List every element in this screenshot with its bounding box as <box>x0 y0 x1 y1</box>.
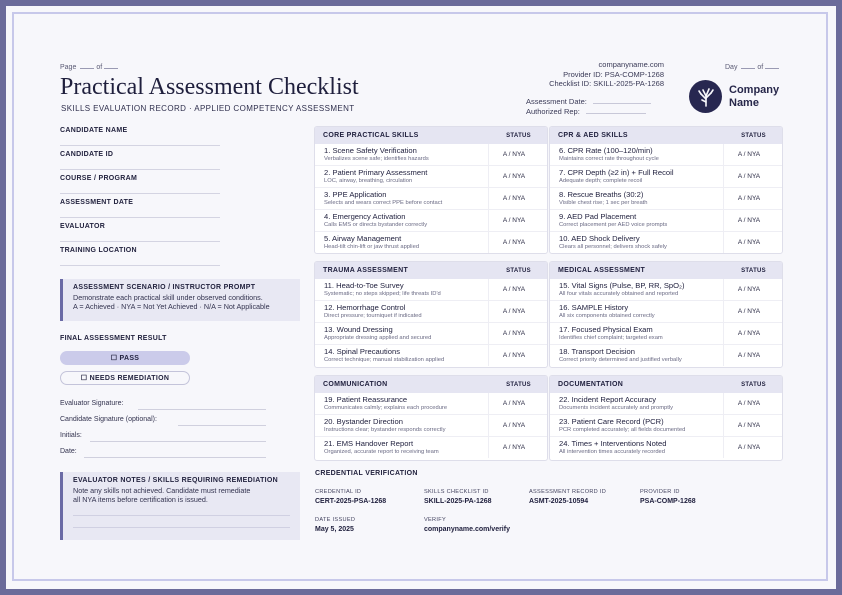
status-divider <box>723 210 724 231</box>
evaluator-signature-line[interactable] <box>138 409 266 410</box>
skill-name: 16. SAMPLE History <box>559 303 629 312</box>
skill-name: 23. Patient Care Record (PCR) <box>559 417 664 426</box>
status-divider <box>723 415 724 436</box>
notes-line1: Note any skills not achieved. Candidate must remediate <box>73 486 251 495</box>
skill-name: 7. CPR Depth (≥2 in) + Full Recoil <box>559 168 674 177</box>
skill-row <box>550 345 782 366</box>
status-divider <box>488 323 489 344</box>
field-line <box>60 169 220 170</box>
skill-name: 3. PPE Application <box>324 190 387 199</box>
card-core-practical-skills <box>314 126 548 254</box>
page-number-blank <box>80 61 94 69</box>
card-trauma-assessment <box>314 261 548 368</box>
skill-name: 8. Rescue Breaths (30:2) <box>559 190 644 199</box>
company-name-line2: Name <box>729 96 759 109</box>
date-label: Date: <box>60 448 77 455</box>
status-value[interactable]: A / NYA <box>502 444 526 451</box>
course-program-field[interactable] <box>60 175 220 194</box>
date-issued-block <box>315 517 355 533</box>
skill-row <box>550 210 782 232</box>
skill-row <box>550 393 782 415</box>
document-page <box>6 6 836 589</box>
skill-name: 22. Incident Report Accuracy <box>559 395 657 404</box>
verify-block <box>424 517 510 533</box>
field-label: TRAINING LOCATION <box>60 247 137 254</box>
field-label: CANDIDATE NAME <box>60 127 128 134</box>
skill-name: 14. Spinal Precautions <box>324 347 400 356</box>
status-value[interactable]: A / NYA <box>737 308 761 315</box>
card-title: CPR & AED SKILLS <box>558 132 628 139</box>
skill-desc: PCR completed accurately; all fields documented <box>559 427 686 433</box>
scenario-line2: A = Achieved · NYA = Not Yet Achieved · N/A = Not Applicable <box>73 302 270 311</box>
status-value[interactable]: A / NYA <box>737 400 761 407</box>
credential-value: CERT-2025-PSA-1268 <box>315 498 387 505</box>
status-divider <box>723 323 724 344</box>
skill-desc: Maintains correct rate throughout cycle <box>559 156 659 162</box>
skill-row <box>550 301 782 323</box>
skill-name: 19. Patient Reassurance <box>324 395 408 404</box>
skill-desc: All six components obtained correctly <box>559 313 655 319</box>
status-value[interactable]: A / NYA <box>737 286 761 293</box>
credential-heading: CREDENTIAL VERIFICATION <box>315 470 418 477</box>
skill-desc: Correct technique; manual stabilization applied <box>324 357 445 363</box>
card-title: DOCUMENTATION <box>558 381 624 388</box>
status-value[interactable]: A / NYA <box>502 239 526 246</box>
status-value[interactable]: A / NYA <box>737 195 761 202</box>
card-title: TRAUMA ASSESSMENT <box>323 267 409 274</box>
skill-name: 24. Times + Interventions Noted <box>559 439 667 448</box>
day-of-label: of <box>757 64 764 71</box>
pass-checkbox[interactable]: ☐ PASS <box>60 351 190 365</box>
page-counter <box>60 61 120 71</box>
skill-name: 21. EMS Handover Report <box>324 439 414 448</box>
credential-label: VERIFY <box>424 517 447 523</box>
status-value[interactable]: A / NYA <box>737 444 761 451</box>
skill-row <box>315 323 547 345</box>
skill-row <box>315 345 547 366</box>
day-label: Day <box>725 64 738 71</box>
candidate-signature-line[interactable] <box>178 425 266 426</box>
assessment-date-field[interactable] <box>593 95 651 104</box>
status-value[interactable]: A / NYA <box>737 422 761 429</box>
credential-value: May 5, 2025 <box>315 526 354 533</box>
status-divider <box>488 345 489 366</box>
final-result-heading: FINAL ASSESSMENT RESULT <box>60 335 167 342</box>
skill-desc: Appropriate dressing applied and secured <box>324 335 432 341</box>
skill-row <box>315 166 547 188</box>
status-value[interactable]: A / NYA <box>737 173 761 180</box>
status-value[interactable]: A / NYA <box>737 239 761 246</box>
skill-row <box>315 437 547 458</box>
scenario-heading: ASSESSMENT SCENARIO / INSTRUCTOR PROMPT <box>73 284 256 291</box>
credential-label: CREDENTIAL ID <box>315 489 362 495</box>
assessment-date-label: Assessment Date: <box>526 97 587 106</box>
skill-name: 12. Hemorrhage Control <box>324 303 406 312</box>
scenario-box <box>60 279 300 321</box>
skill-desc: All intervention times accurately recorded <box>559 449 666 455</box>
credential-value: PSA-COMP-1268 <box>640 498 696 505</box>
day-number-blank <box>741 61 755 69</box>
status-value[interactable]: A / NYA <box>502 173 526 180</box>
skill-name: 10. AED Shock Delivery <box>559 234 640 243</box>
credential-label: DATE ISSUED <box>315 517 356 523</box>
verify-link[interactable]: companyname.com/verify <box>424 526 510 533</box>
authorized-rep-field[interactable] <box>586 105 646 114</box>
status-divider <box>488 144 489 165</box>
credential-label: PROVIDER ID <box>640 489 680 495</box>
notes-line-a <box>73 515 290 516</box>
skill-name: 17. Focused Physical Exam <box>559 325 653 334</box>
skill-name: 13. Wound Dressing <box>324 325 393 334</box>
status-divider <box>488 166 489 187</box>
status-divider <box>723 345 724 366</box>
skill-desc: Clears all personnel; delivers shock safely <box>559 244 667 250</box>
card-header <box>315 262 547 279</box>
status-divider <box>488 210 489 231</box>
scenario-line1: Demonstrate each practical skill under observed conditions. <box>73 293 263 302</box>
card-header <box>550 127 782 144</box>
skill-name: 18. Transport Decision <box>559 347 635 356</box>
skill-row <box>550 279 782 301</box>
company-name <box>729 84 779 110</box>
credential-value: ASMT-2025-10594 <box>529 498 589 505</box>
skill-desc: Adequate depth; complete recoil <box>559 178 643 184</box>
status-header: STATUS <box>506 381 531 388</box>
card-title: COMMUNICATION <box>323 381 388 388</box>
needs-remediation-checkbox[interactable]: ☐ NEEDS REMEDIATION <box>60 371 190 385</box>
card-title: CORE PRACTICAL SKILLS <box>323 132 419 139</box>
authorized-rep-line <box>526 105 676 117</box>
status-divider <box>488 415 489 436</box>
field-line <box>60 145 220 146</box>
status-value[interactable]: A / NYA <box>737 330 761 337</box>
status-divider <box>723 144 724 165</box>
status-divider <box>488 279 489 300</box>
card-header <box>550 262 782 279</box>
skill-row <box>315 232 547 253</box>
company-name-line1: Company <box>729 83 780 96</box>
provider-id-text: Provider ID: PSA-COMP-1268 <box>563 69 664 79</box>
skill-row <box>550 144 782 166</box>
status-divider <box>723 232 724 253</box>
card-cpr-aed-skills <box>549 126 783 254</box>
status-value[interactable]: A / NYA <box>502 352 526 359</box>
date-line[interactable] <box>84 457 266 458</box>
notes-line-b <box>73 527 290 528</box>
evaluator-field[interactable] <box>60 223 220 242</box>
skill-row <box>315 210 547 232</box>
scenario-text <box>73 293 290 311</box>
skill-name: 11. Head-to-Toe Survey <box>324 281 404 290</box>
skill-name: 4. Emergency Activation <box>324 212 406 221</box>
page-label: Page <box>60 64 77 71</box>
day-counter <box>725 61 781 71</box>
skill-desc: Selects and wears correct PPE before contact <box>324 200 443 206</box>
card-header <box>315 376 547 393</box>
skill-row <box>315 279 547 301</box>
skill-desc: Documents incident accurately and promptly <box>559 405 674 411</box>
skill-name: 6. CPR Rate (100–120/min) <box>559 146 653 155</box>
skill-row <box>550 188 782 210</box>
status-divider <box>723 437 724 458</box>
field-line <box>60 217 220 218</box>
skill-desc: Correct priority determined and justified verbally <box>559 357 682 363</box>
status-value[interactable]: A / NYA <box>502 217 526 224</box>
skill-desc: Visible chest rise; 1 sec per breath <box>559 200 648 206</box>
card-title: MEDICAL ASSESSMENT <box>558 267 646 274</box>
initials-line[interactable] <box>90 441 266 442</box>
skill-row <box>315 188 547 210</box>
status-divider <box>723 166 724 187</box>
skill-row <box>315 415 547 437</box>
company-logo <box>689 80 779 113</box>
credential-id-block <box>315 489 386 505</box>
status-value[interactable]: A / NYA <box>502 308 526 315</box>
skill-row <box>315 393 547 415</box>
skill-row <box>315 301 547 323</box>
status-divider <box>488 393 489 414</box>
status-header: STATUS <box>741 132 766 139</box>
provider-info <box>484 60 664 89</box>
skill-desc: Calls EMS or directs bystander correctly <box>324 222 428 228</box>
notes-text <box>73 486 290 504</box>
assessment-record-block <box>529 489 606 505</box>
status-header: STATUS <box>506 132 531 139</box>
status-value[interactable]: A / NYA <box>502 330 526 337</box>
page-of-label: of <box>96 64 103 71</box>
skill-desc: Correct placement per AED voice prompts <box>559 222 668 228</box>
status-divider <box>723 279 724 300</box>
field-label: COURSE / PROGRAM <box>60 175 138 182</box>
page-title: Practical Assessment Checklist <box>60 74 359 100</box>
status-divider <box>488 188 489 209</box>
status-value[interactable]: A / NYA <box>737 151 761 158</box>
card-header <box>315 127 547 144</box>
status-divider <box>723 393 724 414</box>
skill-desc: Verbalizes scene safe; identifies hazards <box>324 156 429 162</box>
skill-desc: Direct pressure; tourniquet if indicated <box>324 313 422 319</box>
status-header: STATUS <box>741 267 766 274</box>
skill-name: 15. Vital Signs (Pulse, BP, RR, SpO₂) <box>559 281 685 290</box>
page-subtitle: SKILLS EVALUATION RECORD · APPLIED COMPETENCY ASSESSMENT <box>61 104 355 113</box>
field-label: CANDIDATE ID <box>60 151 114 158</box>
status-value[interactable]: A / NYA <box>502 195 526 202</box>
notes-heading: EVALUATOR NOTES / SKILLS REQUIRING REMEDIATION <box>73 477 279 484</box>
status-divider <box>488 232 489 253</box>
authorized-rep-label: Authorized Rep: <box>526 107 580 116</box>
card-documentation <box>549 375 783 461</box>
skill-name: 20. Bystander Direction <box>324 417 403 426</box>
provider-id-block <box>640 489 696 505</box>
skill-desc: LOC, airway, breathing, circulation <box>324 178 413 184</box>
skill-desc: Identifies chief complaint; targeted exam <box>559 335 663 341</box>
status-divider <box>723 188 724 209</box>
skill-desc: Communicates calmly; explains each procedure <box>324 405 448 411</box>
status-divider <box>488 301 489 322</box>
skill-name: 1. Scene Safety Verification <box>324 146 417 155</box>
card-communication <box>314 375 548 461</box>
skill-name: 5. Airway Management <box>324 234 402 243</box>
skill-row <box>550 232 782 253</box>
candidate-name-field[interactable] <box>60 127 220 146</box>
skill-desc: All four vitals accurately obtained and reported <box>559 291 679 297</box>
checklist-id-text: Checklist ID: SKILL-2025-PA-1268 <box>549 79 664 88</box>
field-line <box>60 265 220 266</box>
candidate-signature-label: Candidate Signature (optional): <box>60 416 157 423</box>
status-value[interactable]: A / NYA <box>502 400 526 407</box>
skill-desc: Instructions clear; bystander responds correctly <box>324 427 446 433</box>
status-value[interactable]: A / NYA <box>502 422 526 429</box>
checklist-id-block <box>424 489 492 505</box>
page-total-blank <box>104 61 118 69</box>
evaluator-notes-box[interactable] <box>60 472 300 540</box>
skill-row <box>550 415 782 437</box>
status-header: STATUS <box>741 381 766 388</box>
evaluator-signature-label: Evaluator Signature: <box>60 400 124 407</box>
card-medical-assessment <box>549 261 783 368</box>
skill-desc: Head-tilt chin-lift or jaw thrust applied <box>324 244 420 250</box>
skill-row <box>550 323 782 345</box>
field-line <box>60 193 220 194</box>
status-value[interactable]: A / NYA <box>502 151 526 158</box>
status-divider <box>488 437 489 458</box>
field-label: ASSESSMENT DATE <box>60 199 134 206</box>
skill-desc: Organized, accurate report to receiving team <box>324 449 439 455</box>
website-text: companyname.com <box>598 60 664 69</box>
skill-row <box>550 166 782 188</box>
tree-logo-icon <box>689 80 722 113</box>
credential-label: ASSESSMENT RECORD ID <box>529 489 607 495</box>
credential-label: SKILLS CHECKLIST ID <box>424 489 489 495</box>
status-value[interactable]: A / NYA <box>737 352 761 359</box>
card-header <box>550 376 782 393</box>
skill-desc: Systematic; no steps skipped; life threats ID'd <box>324 291 441 297</box>
credential-value: SKILL-2025-PA-1268 <box>424 498 492 505</box>
skill-row <box>550 437 782 458</box>
status-divider <box>723 301 724 322</box>
notes-line2: all NYA items before certification is issued. <box>73 495 208 504</box>
field-label: EVALUATOR <box>60 223 106 230</box>
field-line <box>60 241 220 242</box>
skill-name: 9. AED Pad Placement <box>559 212 637 221</box>
status-value[interactable]: A / NYA <box>502 286 526 293</box>
assessment-date-field-left[interactable] <box>60 199 220 218</box>
training-location-field[interactable] <box>60 247 220 266</box>
candidate-id-field[interactable] <box>60 151 220 170</box>
status-header: STATUS <box>506 267 531 274</box>
skill-row <box>315 144 547 166</box>
status-value[interactable]: A / NYA <box>737 217 761 224</box>
day-total-blank <box>765 61 779 69</box>
initials-label: Initials: <box>60 432 82 439</box>
skill-name: 2. Patient Primary Assessment <box>324 168 428 177</box>
